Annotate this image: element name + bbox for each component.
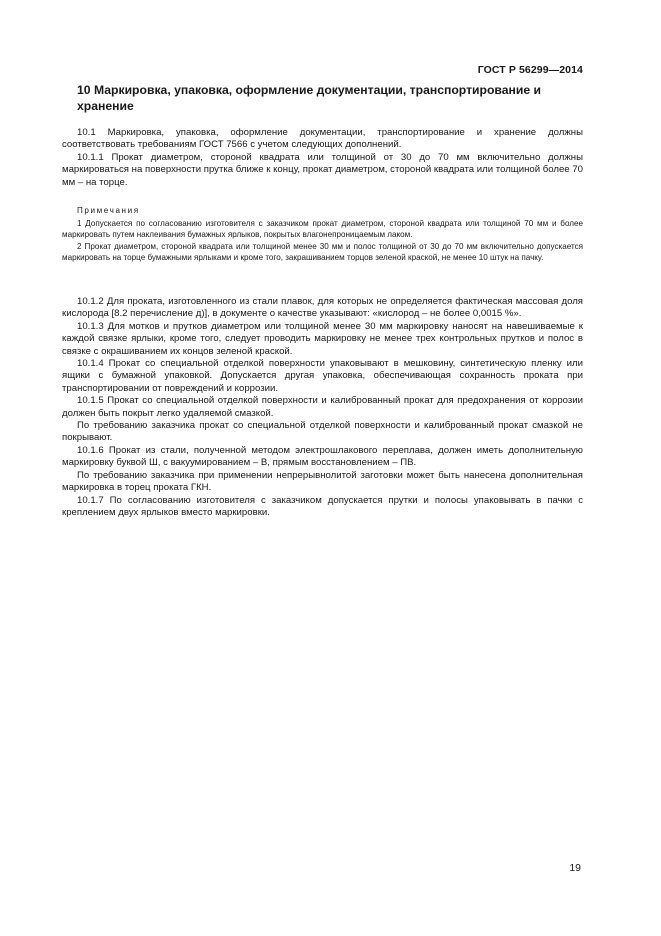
paragraph-10-1-7: 10.1.7 По согласованию изготовителя с заказчиком допускается прутки и полосы упаковывать в пачки с креплением двух ярлыков вместо маркировки. <box>62 494 583 518</box>
body-block-a <box>62 127 583 189</box>
note-item: 1 Допускается по согласованию изготовителя с заказчиком прокат диаметром, стороной квадрата или толщиной 70 мм и более маркировать путем наклеивания бумажных ярлыков, покрытых влагонепроницаемым лаком. <box>62 219 583 240</box>
note-item: 2 Прокат диаметром, стороной квадрата или толщиной менее 30 мм и полос толщиной от 30 до 70 мм включительно допускается маркировать на торце бумажными ярлыками и кроме того, закрашиванием торцов зеленой краской, не менее 10 штук на пачку. <box>62 241 583 262</box>
document-code: ГОСТ Р 56299—2014 <box>477 64 583 76</box>
notes-block <box>62 205 583 263</box>
paragraph-10-1-5-note: По требованию заказчика прокат со специальной отделкой поверхности и калиброванный прокат смазкой не покрывают. <box>62 420 583 444</box>
notes-heading: Примечания <box>77 206 140 215</box>
paragraph-10-1-3: 10.1.3 Для мотков и прутков диаметром или толщиной менее 30 мм маркировку наносят на навешиваемые к каждой связке ярлыки, кроме того, следует проводить маркировку не менее трех контрольных прутков и полос в связке с окрашиванием их концов зеленой краской. <box>62 320 583 357</box>
page-number: 19 <box>569 862 581 874</box>
paragraph-10-1-1: 10.1.1 Прокат диаметром, стороной квадрата или толщиной от 30 до 70 мм включительно должны маркироваться на поверхности прутка ближе к концу, прокат диаметром, стороной квадрата или толщиной более 70 мм – на торце. <box>62 151 583 188</box>
body-block-b <box>62 296 583 519</box>
section-title: 10 Маркировка, упаковка, оформление документации, транспортирование и хранение <box>77 83 542 113</box>
paragraph-10-1-6: 10.1.6 Прокат из стали, полученной методом электрошлакового переплава, должен иметь дополнительную маркировку буквой Ш, с вакуумированием – В, прямым восстановлением – ПВ. <box>62 444 583 469</box>
paragraph-10-1-2: 10.1.2 Для проката, изготовленного из стали плавок, для которых не определяется фактическая массовая доля кислорода [8.2 перечисление д)], в документе о качестве указывают: «кислород – не более 0,0015 %». <box>62 296 583 320</box>
paragraph-10-1-5: 10.1.5 Прокат со специальной отделкой поверхности и калиброванный прокат для предохранения от коррозии должен быть покрыт легко удаляемой смазкой. <box>62 395 583 419</box>
paragraph-10-1-4: 10.1.4 Прокат со специальной отделкой поверхности упаковывают в мешковину, синтетическую пленку или ящики с бумажной упаковкой. Допускается другая упаковка, обеспечивающая сохранность проката при транспортировании от повреждений и коррозии. <box>62 358 583 394</box>
paragraph-10-1: 10.1 Маркировка, упаковка, оформление документации, транспортирование и хранение должны соответствовать требованиям ГОСТ 7566 с учетом следующих дополнений. <box>62 127 583 151</box>
paragraph-10-1-6-note: По требованию заказчика при применении непрерывнолитой заготовки может быть нанесена дополнительная маркировка в торец проката ГКН. <box>62 469 583 494</box>
